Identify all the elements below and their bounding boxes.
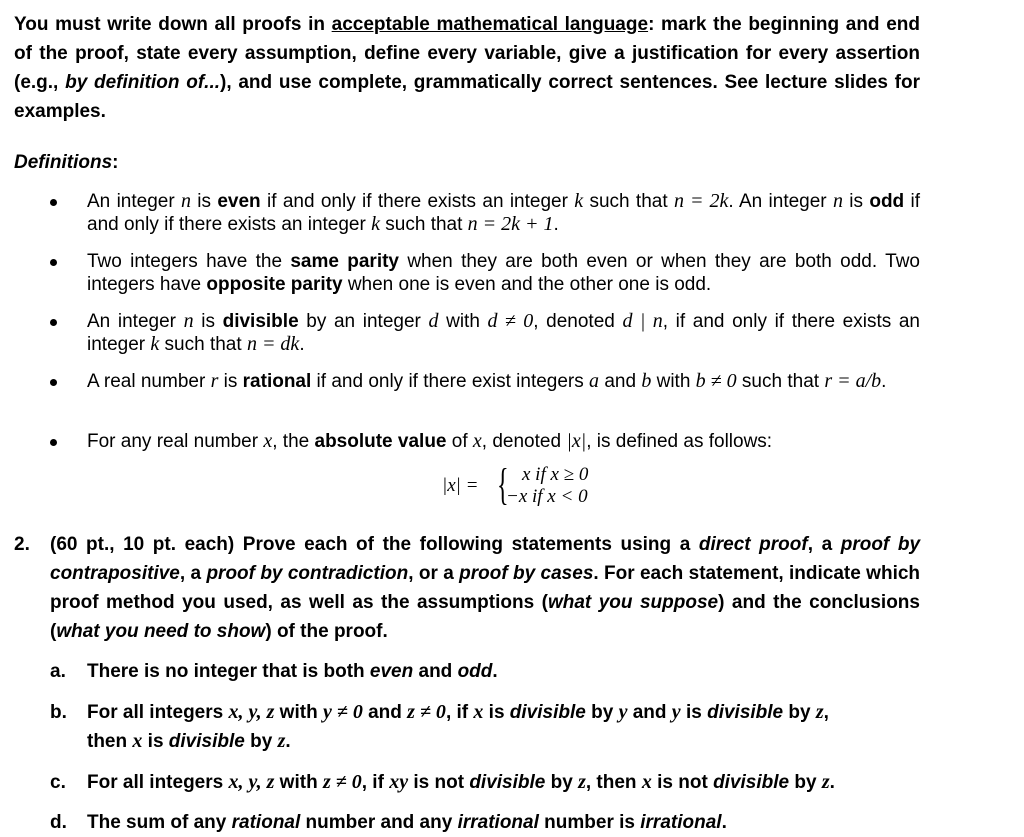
question-2	[14, 530, 920, 646]
statement-a	[50, 657, 920, 686]
definition-text: Two integers have the same parity when they are both even or when they are both odd. Two integers have opposite parity when one is even and the other one is odd.	[87, 251, 920, 295]
statement-text: For all integers x, y, z with z ≠ 0, if xy is not divisible by z, then x is not divisible by z.	[87, 771, 835, 793]
definitions-heading-colon: :	[112, 152, 119, 173]
intro-italic: by definition of...	[65, 72, 221, 93]
instructions-paragraph	[14, 10, 920, 126]
intro-text: You must write down all proofs in	[14, 14, 332, 35]
statement-label: d.	[50, 812, 67, 833]
statement-d	[50, 808, 920, 837]
definition-text: An integer n is even if and only if there exists an integer k such that n = 2k. An integer n is odd if and only if there exists an integer k such that n = 2k + 1.	[87, 190, 920, 235]
statement-c	[50, 768, 920, 797]
definition-text: A real number r is rational if and only if there exist integers a and b with b ≠ 0 such that r = a/b.	[87, 370, 887, 392]
bullet-dot	[50, 379, 57, 386]
question-prompt: (60 pt., 10 pt. each) Prove each of the following statements using a direct proof, a proof by contrapositive, a proof by contradiction, or a proof by cases. For each statement, indicate which proof method you used, as well as the assumptions (what you suppose) and the conclusions (what you need to show) of the proof.	[50, 534, 921, 642]
intro-text: : mark the beginning and end of the proof, state every assumption, define every variable, give a justification for every assertion (e.g.,	[14, 14, 920, 93]
intro-text: ), and use complete, grammatically correct sentences. See lecture slides for examples.	[14, 72, 921, 122]
statement-text: For all integers x, y, z with y ≠ 0 and z ≠ 0, if x is divisible by y and y is divisible by z, then x is divisible by z.	[87, 701, 829, 752]
statement-text: There is no integer that is both even and odd.	[87, 661, 498, 682]
bullet-dot	[50, 199, 57, 206]
formula-case-1: x if x ≥ 0	[522, 464, 589, 485]
statement-label: a.	[50, 661, 66, 682]
bullet-dot	[50, 439, 57, 446]
intro-underlined: acceptable mathematical language	[331, 14, 649, 35]
formula-case-2: −x if x < 0	[506, 486, 588, 507]
statement-label: c.	[50, 772, 66, 793]
definition-text: An integer n is divisible by an integer d with d ≠ 0, denoted d | n, if and only if there exists an integer k such that n = dk.	[87, 310, 920, 355]
question-number: 2.	[14, 534, 30, 555]
bullet-dot	[50, 259, 57, 266]
bullet-dot	[50, 319, 57, 326]
definition-text: For any real number x, the absolute value of x, denoted |x|, is defined as follows:	[87, 430, 773, 452]
definitions-heading	[14, 150, 119, 176]
statement-label: b.	[50, 702, 67, 723]
statement-text: The sum of any rational number and any irrational number is irrational.	[87, 812, 727, 833]
definitions-heading-text: Definitions	[14, 152, 113, 173]
statement-b	[50, 698, 920, 756]
formula-lhs: |x| =	[442, 475, 479, 496]
formula-brace: {	[497, 460, 509, 509]
